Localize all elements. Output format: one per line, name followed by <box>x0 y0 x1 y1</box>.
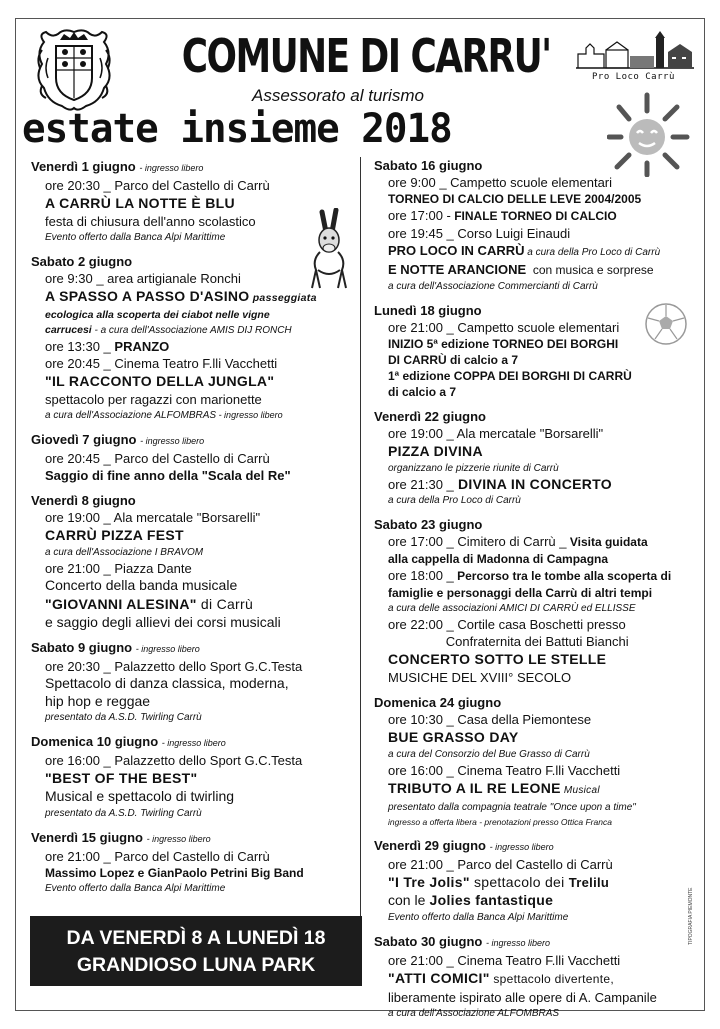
event-line <box>31 545 356 560</box>
event-block <box>31 492 356 631</box>
event-line-text: ore 10:30 _ Casa della Piemontese <box>388 712 592 727</box>
event-line <box>31 769 356 788</box>
event-date-text: Domenica 24 giugno <box>374 695 502 710</box>
page-title: COMUNE DI CARRU' <box>181 29 551 83</box>
event-date-note: - ingresso libero <box>140 436 205 446</box>
event-line-text: ore 9:30 _ area artigianale Ronchi <box>45 271 241 286</box>
event-date-text: Sabato 2 giugno <box>31 254 133 269</box>
event-date-text: Venerdì 1 giugno <box>31 159 136 174</box>
event-line <box>374 989 704 1006</box>
event-line <box>31 865 356 881</box>
event-line <box>31 391 356 408</box>
event-block <box>31 639 356 725</box>
event-line-text: ore 19:45 _ Corso Luigi Einaudi <box>388 226 571 241</box>
event-line-text: ore 18:00 _ <box>388 568 454 583</box>
event-line <box>374 762 704 779</box>
event-line-text: ore 13:30 _ <box>45 339 111 354</box>
event-block <box>374 157 704 294</box>
event-line <box>31 595 356 614</box>
pro-loco-label: Pro Loco Carrù <box>592 72 675 82</box>
event-line-text: a cura dell'Associazione I BRAVOM <box>45 547 204 558</box>
event-date <box>31 639 356 658</box>
event-line <box>374 551 704 567</box>
luna-park-banner <box>30 916 362 986</box>
event-line <box>31 526 356 545</box>
event-line-text: BUE GRASSO DAY <box>388 729 519 745</box>
event-line-text: A SPASSO A PASSO D'ASINO <box>45 288 250 304</box>
event-line-text: Confraternita dei Battuti Bianchi <box>388 634 629 649</box>
event-date <box>31 733 356 752</box>
event-line-extra: spettacolo dei <box>469 874 569 890</box>
event-date-text: Lunedì 18 giugno <box>374 303 482 318</box>
event-line-text: a cura dell'Associazione ALFOMBRAS <box>45 410 217 421</box>
event-line-text: presentato da A.S.D. Twirling Carrù <box>45 807 202 819</box>
event-line-text: ore 19:00 _ Ala mercatale "Borsarelli" <box>45 510 261 525</box>
event-date-text: Venerdì 8 giugno <box>31 493 136 508</box>
event-line-extra: - ingresso libero <box>216 410 283 420</box>
event-line-text: A CARRÙ LA NOTTE È BLU <box>45 195 235 211</box>
event-line-text: CARRÙ PIZZA FEST <box>45 527 184 543</box>
event-line-text: TRIBUTO A IL RE LEONE <box>388 780 561 796</box>
event-line <box>31 408 356 423</box>
event-line <box>31 372 356 391</box>
event-date-text: Sabato 23 giugno <box>374 517 483 532</box>
event-line-text: a cura delle associazioni AMICI DI CARRÙ ed ELLISSE <box>388 603 636 614</box>
event-line <box>374 319 704 336</box>
event-line-extra: FINALE TORNEO DI CALCIO <box>450 209 617 223</box>
event-date-text: Sabato 9 giugno <box>31 640 133 655</box>
event-line-text: presentato da A.S.D. Twirling Carrù <box>45 712 202 723</box>
event-line <box>31 338 356 355</box>
event-line-text: INIZIO 5ª edizione TORNEO DEI BORGHI <box>388 337 619 351</box>
event-line-extra: Trelilu <box>568 875 610 890</box>
event-block <box>374 837 704 925</box>
event-line <box>374 815 704 829</box>
event-line-text: ore 21:00 _ Parco del Castello di Carrù <box>45 848 270 864</box>
event-date <box>374 157 704 174</box>
event-line <box>31 788 356 806</box>
event-line-extra: Percorso tra le tombe alla scoperta di <box>453 569 672 583</box>
event-line <box>374 425 704 442</box>
event-line <box>374 242 704 261</box>
page-subtitle: Assessorato al turismo <box>252 86 424 105</box>
event-line-text: ore 21:00 _ Campetto scuole elementari <box>388 320 620 335</box>
event-line <box>374 384 704 400</box>
event-line-extra: Jolies fantastique <box>425 892 554 908</box>
event-line-text: ore 20:45 _ Parco del Castello di Carrù <box>45 451 270 466</box>
event-date-text: Venerdì 29 giugno <box>374 838 486 853</box>
event-line-text: ore 20:30 _ Palazzetto dello Sport G.C.Testa <box>45 659 303 674</box>
event-line <box>374 368 704 384</box>
event-line-text: Evento offerto dalla Banca Alpi Marittime <box>45 882 226 894</box>
event-line <box>374 650 704 669</box>
event-date-note: - ingresso libero <box>135 644 200 654</box>
event-date <box>374 837 704 856</box>
event-line <box>31 752 356 769</box>
banner-line-2: GRANDIOSO LUNA PARK <box>76 954 316 976</box>
event-line-text: Evento offerto dalla Banca Alpi Marittime <box>388 911 569 923</box>
event-line-extra: spettacolo divertente, <box>489 971 614 986</box>
event-line <box>31 509 356 526</box>
event-line-text: ore 21:00 _ Cinema Teatro F.lli Vacchetti <box>388 952 621 968</box>
event-date-text: Sabato 30 giugno <box>374 933 483 949</box>
event-date <box>374 516 704 533</box>
event-line <box>374 910 704 925</box>
event-line-text: ore 20:30 _ Parco del Castello di Carrù <box>45 178 270 193</box>
event-line <box>31 270 356 287</box>
event-line-text: "IL RACCONTO DELLA JUNGLA" <box>45 373 275 389</box>
event-line <box>31 577 356 595</box>
event-line-text: festa di chiusura dell'anno scolastico <box>45 214 256 229</box>
event-line-extra: a cura della Pro Loco di Carrù <box>524 247 661 258</box>
event-line <box>31 848 356 865</box>
event-line-text: DI CARRÙ di calcio a 7 <box>388 353 519 367</box>
town-skyline-icon <box>576 30 694 70</box>
event-line-extra: di Carrù <box>196 595 254 612</box>
event-line <box>31 450 356 467</box>
event-line <box>31 560 356 577</box>
event-line <box>374 279 704 294</box>
event-line <box>374 567 704 585</box>
event-block <box>31 158 356 245</box>
event-line <box>31 614 356 632</box>
event-line <box>374 476 704 493</box>
event-line-text: alla cappella di Madonna di Campagna <box>388 552 609 566</box>
right-column <box>374 157 704 1029</box>
event-line <box>374 856 704 873</box>
event-line <box>31 308 356 323</box>
event-line-text: "I Tre Jolis" <box>388 874 470 890</box>
event-date-text: Giovedì 7 giugno <box>31 432 137 447</box>
event-line <box>31 881 356 896</box>
event-block <box>374 694 704 829</box>
event-line <box>374 585 704 601</box>
event-line <box>374 952 704 969</box>
event-block <box>374 933 704 1021</box>
event-date-note: - ingresso libero <box>139 163 204 173</box>
event-line-text: ore 16:00 _ Cinema Teatro F.lli Vacchetti <box>388 763 621 778</box>
event-line-text: 1ª edizione COPPA DEI BORGHI DI CARRÙ <box>388 369 632 383</box>
event-date-text: Domenica 10 giugno <box>31 734 159 749</box>
event-line-text: Spettacolo di danza classica, moderna, <box>45 675 289 691</box>
event-line <box>374 601 704 616</box>
event-line-text: a cura del Consorzio del Bue Grasso di Carrù <box>388 749 590 760</box>
event-date-note: - ingresso libero <box>489 842 554 852</box>
event-line <box>374 728 704 747</box>
event-date <box>374 408 704 425</box>
event-line-text: ore 16:00 _ Palazzetto dello Sport G.C.Testa <box>45 753 303 768</box>
coat-of-arms-icon <box>34 28 114 112</box>
event-line-text: Saggio di fine anno della "Scala del Re" <box>45 468 291 483</box>
event-date <box>31 253 356 270</box>
event-line <box>374 174 704 191</box>
event-line-text: ore 22:00 _ Cortile casa Boschetti presso <box>388 617 626 632</box>
event-date-text: Venerdì 15 giugno <box>31 829 143 845</box>
event-line <box>374 873 704 892</box>
event-line <box>31 323 356 338</box>
event-line-extra: Visita guidata <box>566 535 648 549</box>
event-line <box>31 710 356 725</box>
event-line-text: PRO LOCO IN CARRÙ <box>388 243 525 258</box>
event-date-note: - ingresso libero <box>485 937 550 948</box>
event-line <box>31 355 356 372</box>
event-date-text: Sabato 16 giugno <box>374 158 483 173</box>
event-line-text: ore 21:30 _ <box>388 477 454 492</box>
event-date <box>31 158 356 177</box>
event-date-note: - ingresso libero <box>161 738 226 748</box>
event-line-text: di calcio a 7 <box>388 385 457 399</box>
event-block <box>31 431 356 484</box>
event-line <box>31 194 356 213</box>
event-line <box>31 693 356 711</box>
event-block <box>374 302 704 400</box>
event-date <box>374 933 704 952</box>
event-line-text: "ATTI COMICI" <box>388 969 490 986</box>
event-date <box>374 694 704 711</box>
event-line-text: MUSICHE DEL XVIII° SECOLO <box>388 670 572 685</box>
event-line <box>31 213 356 230</box>
event-line-extra: Musical <box>560 785 600 796</box>
event-line <box>374 493 704 508</box>
event-line-text: liberamente ispirato alle opere di A. Campanile <box>388 989 657 1005</box>
event-line <box>374 747 704 762</box>
event-block <box>31 253 356 423</box>
event-line <box>374 800 704 815</box>
event-line-text: ore 17:00 _ Cimitero di Carrù _ <box>388 534 567 549</box>
event-block <box>31 733 356 821</box>
banner-line-1: DA VENERDÌ 8 A LUNEDÌ 18 <box>66 927 326 949</box>
event-line <box>31 675 356 693</box>
event-line-text: organizzano le pizzerie riunite di Carrù <box>388 463 559 474</box>
event-line-text: "GIOVANNI ALESINA" <box>45 595 197 612</box>
event-line <box>374 352 704 368</box>
event-date <box>31 492 356 509</box>
event-line-text: ore 21:00 _ Parco del Castello di Carrù <box>388 857 613 872</box>
event-line-text: Concerto della banda musicale <box>45 577 238 593</box>
event-line <box>31 806 356 821</box>
event-line-text: Musical e spettacolo di twirling <box>45 788 235 804</box>
event-block <box>31 829 356 896</box>
event-line-extra: passeggiata <box>249 292 317 304</box>
event-line-text: a cura della Pro Loco di Carrù <box>388 495 521 506</box>
event-line-extra: PRANZO <box>110 339 170 354</box>
event-line <box>374 261 704 279</box>
event-line-text: spettacolo per ragazzi con marionette <box>45 392 262 407</box>
event-line-text: E NOTTE ARANCIONE <box>388 262 527 277</box>
event-line <box>374 779 704 800</box>
event-line <box>374 336 704 352</box>
event-line <box>374 969 704 989</box>
event-date <box>31 431 356 450</box>
event-line-text: Evento offerto dalla Banca Alpi Marittime <box>45 232 226 243</box>
event-date <box>374 302 704 319</box>
event-line <box>374 191 704 207</box>
event-line-text: ore 21:00 _ Piazza Dante <box>45 561 192 576</box>
event-line-text: ore 9:00 _ Campetto scuole elementari <box>388 175 613 190</box>
event-line <box>374 461 704 476</box>
event-line-text: hip hop e reggae <box>45 692 151 709</box>
event-line-text: a cura dell'Associazione Commercianti di Carrù <box>388 281 598 292</box>
event-line-text: a cura dell'Associazione ALFOMBRAS <box>388 1007 560 1019</box>
event-line <box>374 711 704 728</box>
left-column <box>31 158 356 904</box>
event-line <box>374 442 704 461</box>
column-divider <box>360 157 361 925</box>
event-line <box>374 892 704 910</box>
event-line-text: TORNEO DI CALCIO DELLE LEVE 2004/2005 <box>388 192 642 206</box>
event-line <box>31 467 356 484</box>
event-line <box>31 658 356 675</box>
event-line-text: PIZZA DIVINA <box>388 443 483 459</box>
event-line-text: ore 20:45 _ Cinema Teatro F.lli Vacchetti <box>45 356 278 371</box>
event-date-note: - ingresso libero <box>146 833 211 844</box>
printer-credit: TIPOGRAFIA PIEMONTE <box>688 887 694 945</box>
event-date <box>31 829 356 848</box>
event-date-text: Venerdì 22 giugno <box>374 409 486 424</box>
event-block <box>374 408 704 508</box>
event-series-title: estate insieme 2018 <box>22 106 452 152</box>
event-line-text: ecologica alla scoperta dei ciabot nelle vigne <box>45 309 270 321</box>
event-line-text: presentato dalla compagnia teatrale "Once upon a time" <box>388 802 636 813</box>
event-line <box>31 230 356 245</box>
event-line-text: carrucesi <box>45 324 92 336</box>
event-line-extra: con musica e sorprese <box>526 263 654 277</box>
event-line-extra: DIVINA IN CONCERTO <box>453 476 612 492</box>
event-line-text: CONCERTO SOTTO LE STELLE <box>388 651 607 667</box>
event-line-text: Massimo Lopez e GianPaolo Petrini Big Band <box>45 865 304 880</box>
event-line <box>374 669 704 686</box>
event-line <box>31 177 356 194</box>
event-line <box>374 1006 704 1021</box>
event-line <box>374 207 704 225</box>
event-line-text: ingresso a offerta libera - prenotazioni presso Ottica Franca <box>388 817 612 827</box>
event-block <box>374 516 704 686</box>
event-line-text: famiglie e personaggi della Carrù di altri tempi <box>388 586 653 600</box>
event-line <box>374 616 704 633</box>
event-line <box>374 633 704 650</box>
event-line <box>31 287 356 308</box>
event-line-extra: - a cura dell'Associazione AMIS DIJ RONCH <box>91 325 292 336</box>
event-line-text: ore 17:00 - <box>388 208 451 223</box>
event-line <box>374 225 704 242</box>
event-line-text: e saggio degli allievi dei corsi musicali <box>45 613 281 630</box>
event-line <box>374 533 704 551</box>
event-line-text: ore 19:00 _ Ala mercatale "Borsarelli" <box>388 426 604 441</box>
event-line-text: "BEST OF THE BEST" <box>45 770 198 786</box>
event-line-text: con le <box>388 892 426 908</box>
